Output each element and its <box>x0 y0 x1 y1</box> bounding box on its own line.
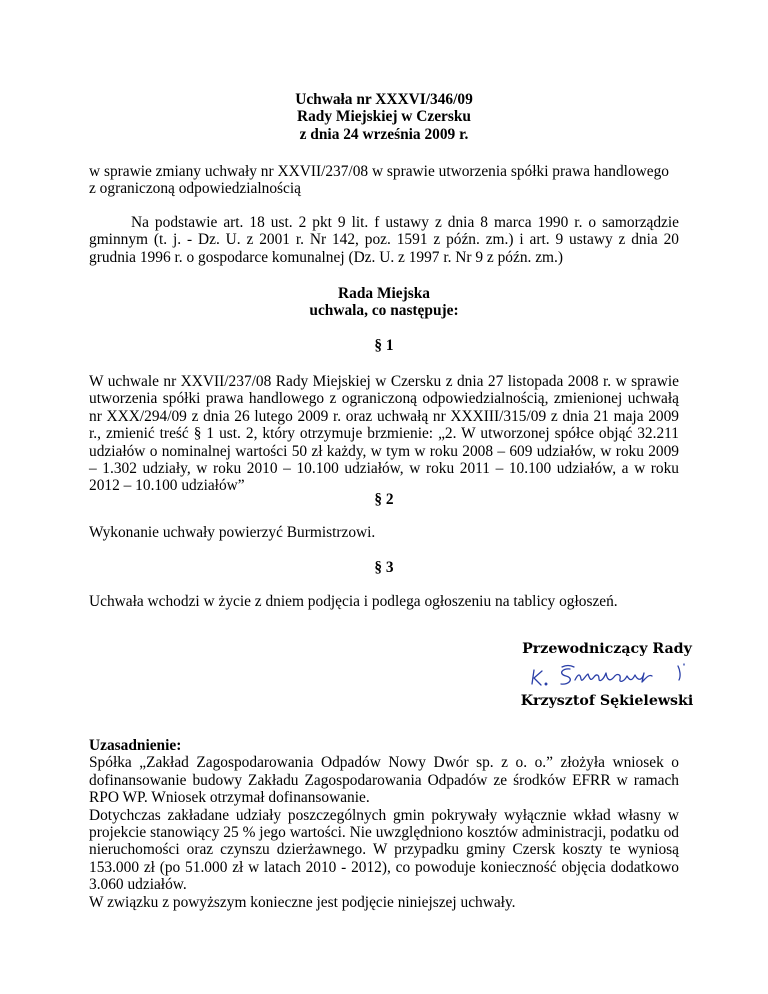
justification-paragraph-2: Dotychczas zakładane udziały poszczególnych gmin pokrywały wyłącznie wkład własny w projekcie stanowiący 25 % jego wartości. Nie uwzględniono kosztów administracji, podatku od nieruchomości oraz czynszu dzierżawnego. W przypadku gminy Czersk koszty te wyniosą 153.000 zł (po 51.000 zł w latach 2010 - 2012), co powoduje konieczność objęcia dodatkowo 3.060 udziałów. <box>89 806 679 894</box>
signatory-name: Krzysztof Sękielewski <box>520 693 694 709</box>
intro-resolves: uchwala, co następuje: <box>309 302 459 320</box>
resolution-title <box>0 91 768 143</box>
justification-paragraph-1: Spółka „Zakład Zagospodarowania Odpadów Nowy Dwór sp. z o. o.” złożyła wniosek o dofinansowanie budowy Zakładu Zagospodarowania Odpadów ze środków EFRR w ramach RPO WP. Wniosek otrzymał dofinansowanie. <box>89 754 679 807</box>
legal-basis: Na podstawie art. 18 ust. 2 pkt 9 lit. f ustawy z dnia 8 marca 1990 r. o samorządzie gminnym (t. j. - Dz. U. z 2001 r. Nr 142, poz. 1591 z późn. zm.) i art. 9 ustawy z dnia 20 grudnia 1996 r. o gospodarce komunalnej (Dz. U. z 1997 r. Nr 9 z późn. zm.) <box>89 214 679 266</box>
resolution-subject: w sprawie zmiany uchwały nr XXVII/237/08 w sprawie utworzenia spółki prawa handlowego z ograniczoną odpowiedzialnością <box>89 163 669 198</box>
resolution-intro <box>0 285 768 320</box>
title-line-council: Rady Miejskiej w Czersku <box>297 108 471 126</box>
title-line-number: Uchwała nr XXXVI/346/09 <box>295 91 473 108</box>
justification-section <box>89 737 679 911</box>
section-1-text: W uchwale nr XXVII/237/08 Rady Miejskiej w Czersku z dnia 27 listopada 2008 r. w sprawie utworzenia spółki prawa handlowego z ograniczoną odpowiedzialnością, zmienionej uchwałą nr XXX/294/09 z dnia 26 lutego 2009 r. oraz uchwałą nr XXXIII/315/09 z dnia 21 maja 2009 r., zmienić treść § 1 ust. 2, który otrzymuje brzmienie: „2. W utworzonej spółce objąć 32.211 udziałów o nominalnej wartości 50 zł każdy, w tym w roku 2008 – 609 udziałów, w roku 2009 – 1.302 udziały, w roku 2010 – 10.100 udziałów, w roku 2011 – 10.100 udziałów, a w roku 2012 – 10.100 udziałów” <box>89 373 679 495</box>
section-2-text: Wykonanie uchwały powierzyć Burmistrzowi. <box>89 524 376 541</box>
section-2-mark: § 2 <box>374 491 394 508</box>
justification-paragraph-3: W związku z powyższym konieczne jest podjęcie niniejszej uchwały. <box>89 893 516 911</box>
handwritten-signature-icon <box>528 660 704 690</box>
justification-heading: Uzasadnienie: <box>89 737 182 754</box>
intro-council: Rada Miejska <box>338 285 430 302</box>
section-3-text: Uchwała wchodzi w życie z dniem podjęcia i podlega ogłoszeniu na tablicy ogłoszeń. <box>89 593 618 610</box>
section-3-mark: § 3 <box>374 559 394 576</box>
title-line-date: z dnia 24 września 2009 r. <box>299 125 469 143</box>
section-1-mark: § 1 <box>374 337 394 354</box>
signature-title: Przewodniczący Rady <box>522 641 692 657</box>
